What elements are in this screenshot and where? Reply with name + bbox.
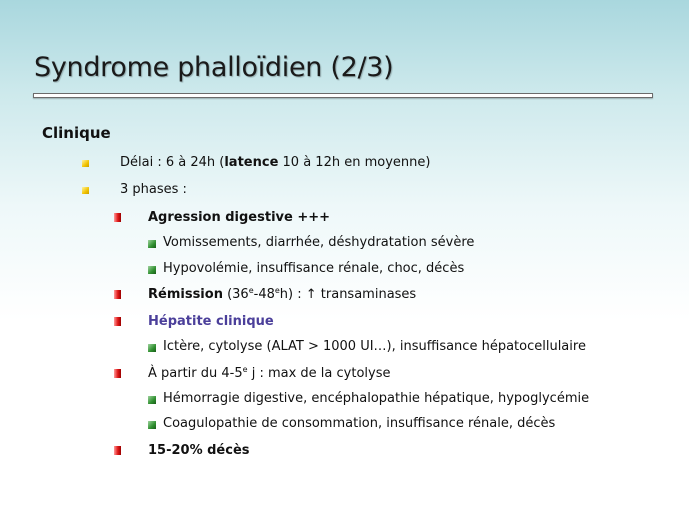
green-bullet-icon bbox=[148, 344, 156, 352]
hepatite-line: Hépatite clinique bbox=[148, 314, 274, 329]
arrow-up-icon: ↑ bbox=[305, 287, 317, 302]
coagulopathie-line: Coagulopathie de consommation, insuffisance rénale, décès bbox=[163, 416, 556, 431]
title-divider bbox=[33, 93, 653, 98]
hemorragie-line: Hémorragie digestive, encéphalopathie hépatique, hypoglycémie bbox=[163, 391, 590, 406]
phases-line: 3 phases : bbox=[120, 182, 187, 197]
agression-line: Agression digestive +++ bbox=[148, 210, 331, 225]
red-bullet-icon bbox=[114, 369, 121, 378]
remission-line: Rémission (36e-48eh) : ↑ transaminases bbox=[148, 286, 417, 302]
partir-line: À partir du 4-5e j : max de la cytolyse bbox=[148, 365, 391, 381]
slide-title: Syndrome phalloïdien (2/3) bbox=[34, 52, 394, 83]
green-bullet-icon bbox=[148, 396, 156, 404]
vomissements-line: Vomissements, diarrhée, déshydratation sévère bbox=[163, 235, 475, 250]
red-bullet-icon bbox=[114, 213, 121, 222]
red-bullet-icon bbox=[114, 317, 121, 326]
hypovolemie-line: Hypovolémie, insuffisance rénale, choc, décès bbox=[163, 261, 465, 276]
red-bullet-icon bbox=[114, 446, 121, 455]
section-heading: Clinique bbox=[42, 124, 111, 142]
yellow-bullet-icon bbox=[82, 187, 89, 194]
deces-line: 15-20% décès bbox=[148, 443, 250, 458]
green-bullet-icon bbox=[148, 240, 156, 248]
yellow-bullet-icon bbox=[82, 160, 89, 167]
ictere-line: Ictère, cytolyse (ALAT > 1000 UI…), insuffisance hépatocellulaire bbox=[163, 339, 586, 354]
delai-line: Délai : 6 à 24h (latence 10 à 12h en moyenne) bbox=[120, 155, 431, 170]
red-bullet-icon bbox=[114, 290, 121, 299]
green-bullet-icon bbox=[148, 266, 156, 274]
green-bullet-icon bbox=[148, 421, 156, 429]
